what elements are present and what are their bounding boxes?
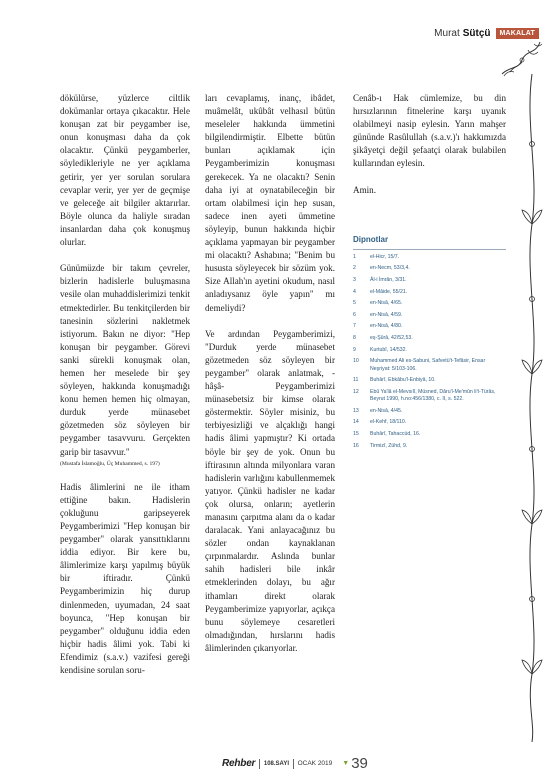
quote-citation: (Mustafa İslamoğlu, Üç Muhammed, s. 197) (60, 460, 160, 467)
footnote-text: en-Nisâ, 4/65. (370, 300, 403, 307)
footnote-number: 7 (353, 323, 356, 330)
issue-number: 108.SAYI (263, 760, 289, 767)
footnote-number: 3 (353, 277, 356, 284)
footnote-text: Muhammed Ali es-Sabuni, Safvetü't-Tefâsir, Ensar Neşriyat: 5/103-106. (370, 358, 486, 372)
author-first-name: Murat (434, 28, 460, 39)
footnote-item (353, 323, 506, 330)
footnote-text: en-Nisâ, 4/59. (370, 311, 403, 318)
paragraph: Hadis âlimlerini ne ile itham ettiğine bakın. Hadislerin çokluğunu garipseyerek Peygamberimizi "Hep konuşan bir peygamber" olarak yansıttıklarını iddia ediyor. Bir kere bu, âlimlerimize karşı yapılmış büyük bir iftiradır. Çünkü Peygamberimizin hiç durup dinlenmeden, uyumadan, 24 saat boyunca, "Hep konuşan bir peygamber" olduğunu iddia eden hiçbir hadis âlimi yok. Tabi ki Efendimiz (s.a.v.) vazifesi gereği kendisine sorulan soru- (60, 481, 190, 676)
footnote-item (353, 377, 506, 384)
footnote-text: el-Kehf, 18/110. (370, 419, 407, 426)
footnotes-list (353, 254, 506, 450)
footnote-item (353, 289, 506, 296)
footnote-text: Buhârî, Ebkâbu'l-Enbiyâ, 10. (370, 377, 436, 384)
footnote-text: el-Mâide, 55/21. (370, 288, 408, 295)
footnote-text: en-Nisâ, 4/80. (370, 323, 403, 330)
footnote-item (353, 277, 506, 284)
footnote-number: 8 (353, 335, 356, 341)
page-footer (222, 755, 368, 772)
text-column-3 (353, 92, 506, 454)
paragraph: ları cevaplamış, inanç, ibâdet, muâmelât, ukûbât velhasıl bütün meseleler hakkında ümmetini bilgilendirmiştir. Elbette bütün bunları açıklamak için Peygamberimizin konuşması gerekecek. Ya ne olacaktı? Senin daha iyi at oynatabileceğin bir ortam olabilmesi için hep susan, sadece inen ayeti ümmetine söyleyip, bunun hakkında hiçbir açıklama yapmayan bir peygamber mi olacaktı? Ashabına; "Benim bu hususta söyleyecek bir sözüm yok. Size Allah'ın ayetini okudum, nasıl anladıysanız öyle yapın" mı demeliydi? (205, 93, 335, 313)
paragraph: dökülürse, yüzlerce ciltlik dokümanlar ortaya çıkacaktır. Hele konuşan zat bir peygamber ise, onun konuşması daha da çok olacaktır. Çünkü peygamberler, söyledikleriyle ne yer açıklama getirir, yer yer sorulan sorulara cevaplar verir, yer yer de geçmişe ve geleceğe ait bilgiler aktarırlar. Böyle olunca da haliyle sıradan insanlardan daha çok konuşmuş olurlar. (60, 93, 190, 248)
footer-divider (293, 759, 294, 769)
page-marker-icon: ▼ (342, 760, 350, 767)
footnote-text: en-Necm, 53/3,4. (370, 265, 410, 272)
footnote-item (353, 389, 506, 404)
footnote-item (353, 265, 506, 272)
footnote-text: Kurtubî, 14/532. (370, 346, 407, 353)
text-column-2 (205, 92, 335, 655)
footnote-text: eş-Şûrâ, 42/52,53. (370, 335, 413, 341)
footer-divider (259, 759, 260, 769)
text-column-1 (60, 92, 190, 677)
footnote-item (353, 443, 506, 450)
footnote-number: 13 (353, 407, 359, 414)
quote-text: Günümüzde bir takım çevreler, bizlerin hadislerle buluşmasına vesile olan muhaddislerimizi tenkit etmektedirler. Bu tenkitçilerden bir tanesinin sözlerini nakletmek istiyorum. Bakın ne diyor: "Hep konuşan bir peygamber. Görevi sanki sürekli konuşmak olan, hemen her meselede bir şey söyleyen, hakkında konuşmadığı konu hemen hemen hiç olmayan, durduk yerde münasebet gözetmeden söz söyleyen bir peygamber tasavvuru. Gerçekten garip bir tasavvur." (60, 263, 190, 457)
footnote-number: 16 (353, 442, 359, 449)
footnote-number: 10 (353, 358, 359, 365)
footnote-item (353, 347, 506, 354)
footnote-number: 5 (353, 300, 356, 307)
footnote-number: 9 (353, 346, 356, 353)
footnote-item (353, 254, 506, 261)
footnote-number: 6 (353, 311, 356, 318)
footnote-item (353, 335, 506, 342)
issue-date: OCAK 2019 (297, 760, 333, 767)
footnote-text: Ebû Ya'lâ el-Mevsılî, Müsned, Dâru'l-Me'mûn li't-Türâs, Beyrut 1990, h.no:456/1380, c. II, s. 522. (370, 388, 496, 403)
footnote-number: 14 (353, 419, 359, 426)
footnote-number: 15 (353, 430, 359, 437)
footnote-text: en-Nisâ, 4/45. (370, 407, 403, 414)
magazine-logo: Rehber (222, 758, 256, 769)
footnote-number: 4 (353, 288, 356, 295)
footnote-item (353, 300, 506, 307)
footnote-text: Buhârî, Tahaccüd, 16. (370, 430, 421, 437)
footnote-number: 1 (353, 253, 356, 260)
footnote-number: 12 (353, 388, 359, 395)
paragraph (60, 262, 190, 467)
footnote-item (353, 419, 506, 426)
footnote-item (353, 408, 506, 415)
footnote-text: Âl-i İmrân, 3/31. (370, 277, 407, 284)
footnote-text: el-Hicr, 15/7. (370, 253, 400, 260)
footnote-item (353, 431, 506, 438)
footnote-number: 2 (353, 265, 356, 272)
footnote-item (353, 312, 506, 319)
paragraph: Cenâb-ı Hak cümlemize, bu din hırsızlarının fitnelerine karşı uyanık olabilmeyi nasip eylesin. Yarın mahşer gününde Rasûlullah (s.a.v.)'ı hakkımızda şikâyetçi değil şefaatçi olarak bulabilen kullarından eylesin. (353, 93, 506, 169)
section-badge: MAKALAT (496, 28, 539, 39)
paragraph: Ve ardından Peygamberimizi, "Durduk yerde münasebet gözetmeden söz söyleyen bir peygamber" olarak anlatmak, -hâşâ- Peygamberimizi münasebetsiz bir kimse olarak göstermektir. Söyler misiniz, bu terbiyesizliği ve alçaklığı hangi hadis âlimi yapmıştır? Ki ortada böyle bir şey de yok. Onun bu iftirasının altında milyonlara varan hadislerin varlığını kabullenmemek yatıyor. Çünkü hadisler ne kadar çok olursa, onların; ayetlerin manasını çarpıtma alanı da o kadar daralacak. Yani anlayacağınız bu sözler ondan kaynaklanan çırpınmalardır. Aslında bunlar sahih hadisleri bile inkâr etmeklerinden dolayı, bu ağır ithamları direkt olarak Peygamberimize yapıyorlar, açıkça bunu söylemeye cesaretleri olmadığından, hırslarını hadis âlimlerinden çıkarıyorlar. (205, 328, 335, 653)
footnote-number: 11 (353, 377, 359, 384)
page-number: 39 (351, 755, 368, 772)
footnote-item (353, 358, 506, 373)
footnote-text: Tirmizî, Zühd, 9. (370, 442, 408, 449)
paragraph: Amin. (353, 184, 376, 195)
author-last-name: Sütçü (462, 28, 491, 39)
page-header (434, 28, 539, 39)
footnotes-title: Dipnotlar (353, 233, 506, 250)
floral-border-ornament-icon (519, 34, 545, 746)
